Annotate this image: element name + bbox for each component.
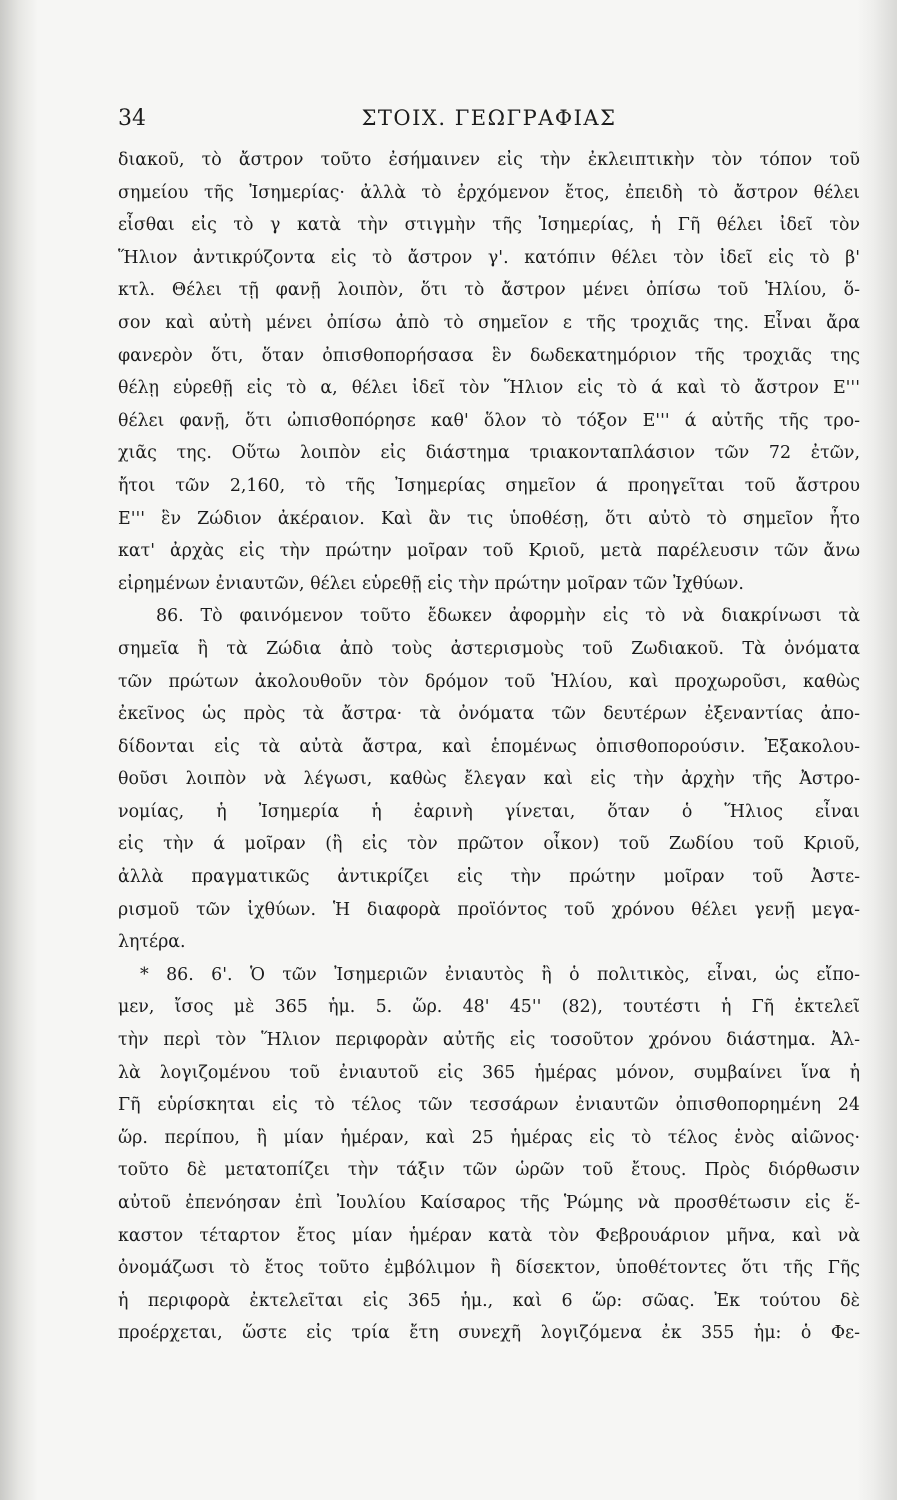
section-86b-start: * 86. 6'. Ὁ τῶν Ἰσημεριῶν ἐνιαυτὸς ἢ ὁ πολιτικὸς, εἶναι, ὡς εἴπο- — [140, 964, 860, 985]
text-line: ὥρ. περίπου, ἢ μίαν ἡμέραν, καὶ 25 ἡμέρας εἰς τὸ τέλος ἑνὸς αἰῶνος· — [118, 1127, 860, 1148]
text-line: φανερὸν ὅτι, ὅταν ὀπισθοπορήσασα ἓν δωδεκατημόριον τῆς τροχιᾶς της — [118, 345, 860, 366]
text-line: θέλει φανῇ, ὅτι ὠπισθοπόρησε καθ' ὅλον τὸ τόξον Ε''' ά αὐτῆς τῆς τρο- — [118, 410, 860, 431]
page-gutter-shadow — [0, 0, 38, 1500]
text-line: ἤτοι τῶν 2,160, τὸ τῆς Ἰσημερίας σημεῖον ά προηγεῖται τοῦ ἄστρου — [118, 475, 860, 496]
text-line: εἰρημένων ἐνιαυτῶν, θέλει εὑρεθῇ εἰς τὴν πρώτην μοῖραν τῶν Ἰχθύων. — [118, 573, 744, 594]
text-line: ἐκεῖνος ὡς πρὸς τὰ ἄστρα· τὰ ὀνόματα τῶν δευτέρων ἐξεναντίας ἀπο- — [118, 704, 860, 725]
text-line: δίδονται εἰς τὰ αὐτὰ ἄστρα, καὶ ἑπομένως ὀπισθοπορούσιν. Ἐξακολου- — [118, 736, 860, 757]
text-line: διακοῦ, τὸ ἄστρον τοῦτο ἐσήμαινεν εἰς τὴν ἐκλειπτικὴν τὸν τόπον τοῦ — [118, 150, 860, 170]
text-line: προέρχεται, ὥστε εἰς τρία ἔτη συνεχῆ λογιζόμενα ἐκ 355 ἡμ: ὁ Φε- — [118, 1323, 860, 1344]
text-line: Γῆ εὑρίσκηται εἰς τὸ τέλος τῶν τεσσάρων ἐνιαυτῶν ὀπισθοπορημένη 24 — [118, 1095, 860, 1116]
text-line: τῶν πρώτων ἀκολουθοῦν τὸν δρόμον τοῦ Ἡλίου, καὶ προχωροῦσι, καθὼς — [118, 671, 860, 692]
text-line: καστον τέταρτον ἔτος μίαν ἡμέραν κατὰ τὸν Φεβρουάριον μῆνα, καὶ νὰ — [118, 1225, 860, 1246]
text-line: τοῦτο δὲ μετατοπίζει τὴν τάξιν τῶν ὡρῶν τοῦ ἔτους. Πρὸς διόρθωσιν — [118, 1160, 860, 1181]
page-number: 34 — [118, 106, 146, 131]
text-line: σον καὶ αὐτὴ μένει ὀπίσω ἀπὸ τὸ σημεῖον ε τῆς τροχιᾶς της. Εἶναι ἄρα — [118, 312, 860, 333]
text-line: τὴν περὶ τὸν Ἥλιον περιφορὰν αὐτῆς εἰς τοσοῦτον χρόνου διάστημα. Ἀλ- — [118, 1030, 860, 1051]
text-line: θέλῃ εὑρεθῇ εἰς τὸ α, θέλει ἰδεῖ τὸν Ἥλιον εἰς τὸ ά καὶ τὸ ἄστρον Ε''' — [118, 378, 860, 399]
text-line: κτλ. Θέλει τῇ φανῇ λοιπὸν, ὅτι τὸ ἄστρον μένει ὀπίσω τοῦ Ἡλίου, ὅ- — [118, 280, 860, 301]
text-line: χιᾶς της. Οὕτω λοιπὸν εἰς διάστημα τριακονταπλάσιον τῶν 72 ἐτῶν, — [118, 443, 860, 464]
text-line: νομίας, ἡ Ἰσημερία ἡ ἐαρινὴ γίνεται, ὅταν ὁ Ἥλιος εἶναι — [118, 801, 860, 822]
text-line: εἶσθαι εἰς τὸ γ κατὰ τὴν στιγμὴν τῆς Ἰσημερίας, ἡ Γῆ θέλει ἰδεῖ τὸν — [118, 215, 860, 236]
running-title: ΣΤΟΙΧ. ΓΕΩΓΡΑΦΙΑΣ — [361, 106, 617, 130]
text-line: σημείου τῆς Ἰσημερίας· ἀλλὰ τὸ ἐρχόμενον ἔτος, ἐπειδὴ τὸ ἄστρον θέλει — [118, 182, 860, 203]
text-line: λητέρα. — [118, 932, 186, 953]
text-line: ὀνομάζωσι τὸ ἔτος τοῦτο ἐμβόλιμον ἢ δίσεκτον, ὑποθέτοντες ὅτι τῆς Γῆς — [118, 1258, 860, 1279]
text-line: σημεῖα ἢ τὰ Ζώδια ἀπὸ τοὺς ἀστερισμοὺς τοῦ Ζωδιακοῦ. Τὰ ὀνόματα — [118, 638, 860, 659]
text-line: αὐτοῦ ἐπενόησαν ἐπὶ Ἰουλίου Καίσαρος τῆς Ῥώμης νὰ προσθέτωσιν εἰς ἕ- — [118, 1193, 860, 1213]
text-line: μεν, ἴσος μὲ 365 ἡμ. 5. ὥρ. 48' 45'' (82), τουτέστι ἡ Γῆ ἐκτελεῖ — [118, 997, 860, 1018]
page-edge-shadow — [857, 0, 897, 1500]
text-line: θοῦσι λοιπὸν νὰ λέγωσι, καθὼς ἔλεγαν καὶ εἰς τὴν ἀρχὴν τῆς Ἀστρο- — [118, 769, 860, 790]
text-line: ἡ περιφορὰ ἐκτελεῖται εἰς 365 ἡμ., καὶ 6 ὥρ: σῶας. Ἐκ τούτου δὲ — [118, 1290, 860, 1311]
text-line: λὰ λογιζομένου τοῦ ἐνιαυτοῦ εἰς 365 ἡμέρας μόνον, συμβαίνει ἵνα ἡ — [118, 1062, 860, 1083]
text-line: εἰς τὴν ά μοῖραν (ἢ εἰς τὸν πρῶτον οἶκον) τοῦ Ζωδίου τοῦ Κριοῦ, — [118, 834, 860, 855]
text-block — [118, 100, 860, 1350]
text-line: κατ' ἀρχὰς εἰς τὴν πρώτην μοῖραν τοῦ Κριοῦ, μετὰ παρέλευσιν τῶν ἄνω — [118, 541, 860, 562]
running-head — [118, 100, 860, 144]
section-86-start: 86. Τὸ φαινόμενον τοῦτο ἔδωκεν ἀφορμὴν εἰς τὸ νὰ διακρίνωσι τὰ — [156, 606, 860, 627]
text-line: ἀλλὰ πραγματικῶς ἀντικρίζει εἰς τὴν πρώτην μοῖραν τοῦ Ἀστε- — [118, 867, 860, 888]
text-line: ρισμοῦ τῶν ἰχθύων. Ἡ διαφορὰ προϊόντος τοῦ χρόνου θέλει γενῇ μεγα- — [118, 899, 860, 920]
text-line: Ε''' ἓν Ζώδιον ἀκέραιον. Καὶ ἂν τις ὑποθέσῃ, ὅτι αὐτὸ τὸ σημεῖον ἦτο — [118, 508, 860, 529]
text-line: Ἥλιον ἀντικρύζοντα εἰς τὸ ἄστρον γ'. κατόπιν θέλει τὸν ἰδεῖ εἰς τὸ β' — [118, 247, 860, 268]
